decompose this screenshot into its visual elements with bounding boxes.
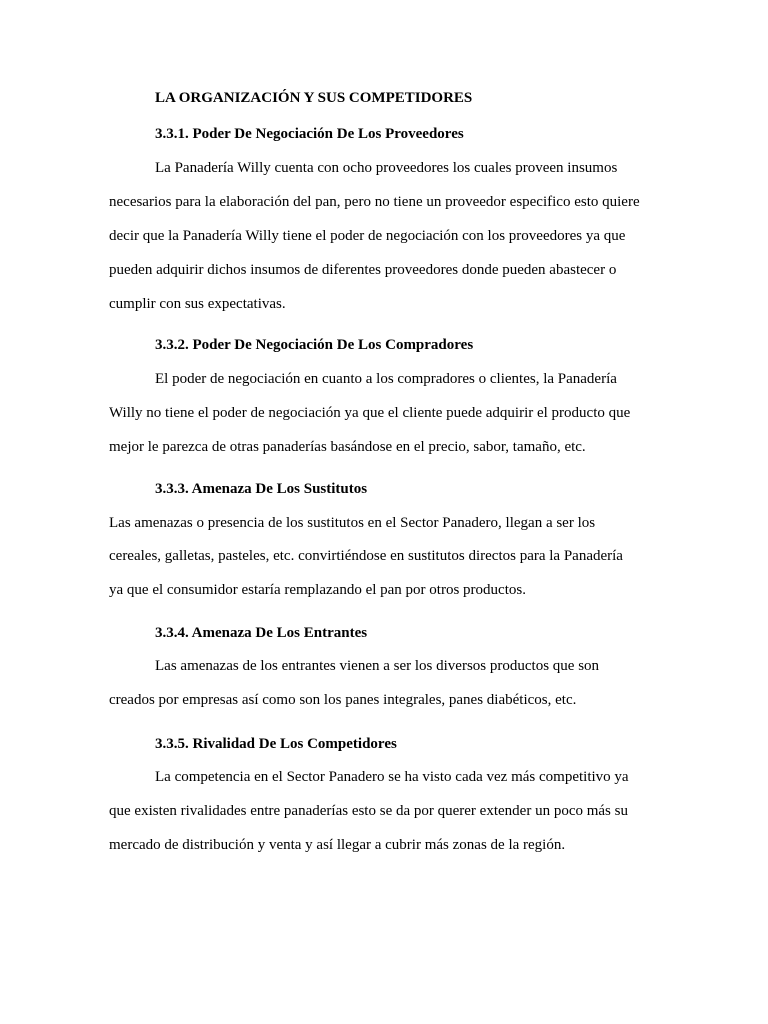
paragraph-line: La competencia en el Sector Panadero se ha visto cada vez más competitivo ya xyxy=(155,769,629,785)
paragraph-line: necesarios para la elaboración del pan, pero no tiene un proveedor especifico esto quiere xyxy=(109,194,640,210)
paragraph-line: mercado de distribución y venta y así llegar a cubrir más zonas de la región. xyxy=(109,837,566,853)
paragraph-line: pueden adquirir dichos insumos de diferentes proveedores donde pueden abastecer o xyxy=(109,262,617,278)
paragraph-line: ya que el consumidor estaría remplazando el pan por otros productos. xyxy=(109,582,526,598)
paragraph-line: mejor le parezca de otras panaderías basándose en el precio, sabor, tamaño, etc. xyxy=(109,439,586,455)
section-heading: 3.3.1. Poder De Negociación De Los Proveedores xyxy=(155,126,464,142)
paragraph-line: decir que la Panadería Willy tiene el poder de negociación con los proveedores ya que xyxy=(109,228,626,244)
section-heading: 3.3.2. Poder De Negociación De Los Compradores xyxy=(155,337,474,353)
paragraph-line: Las amenazas o presencia de los sustitutos en el Sector Panadero, llegan a ser los xyxy=(109,515,596,531)
paragraph-line: cereales, galletas, pasteles, etc. convirtiéndose en sustitutos directos para la Panadería xyxy=(109,548,623,564)
section-heading: 3.3.5. Rivalidad De Los Competidores xyxy=(155,736,397,752)
paragraph-line: que existen rivalidades entre panaderías esto se da por querer extender un poco más su xyxy=(109,803,628,819)
paragraph-line: Willy no tiene el poder de negociación ya que el cliente puede adquirir el producto que xyxy=(109,405,631,421)
paragraph-line: cumplir con sus expectativas. xyxy=(109,296,286,312)
section-heading: 3.3.3. Amenaza De Los Sustitutos xyxy=(155,481,368,497)
paragraph-line: El poder de negociación en cuanto a los compradores o clientes, la Panadería xyxy=(155,371,617,387)
paragraph-line: Las amenazas de los entrantes vienen a ser los diversos productos que son xyxy=(155,658,600,674)
paragraph-line: La Panadería Willy cuenta con ocho proveedores los cuales proveen insumos xyxy=(155,160,618,176)
paragraph-line: creados por empresas así como son los panes integrales, panes diabéticos, etc. xyxy=(109,692,577,708)
document-title: LA ORGANIZACIÓN Y SUS COMPETIDORES xyxy=(155,90,473,106)
section-heading: 3.3.4. Amenaza De Los Entrantes xyxy=(155,625,368,641)
